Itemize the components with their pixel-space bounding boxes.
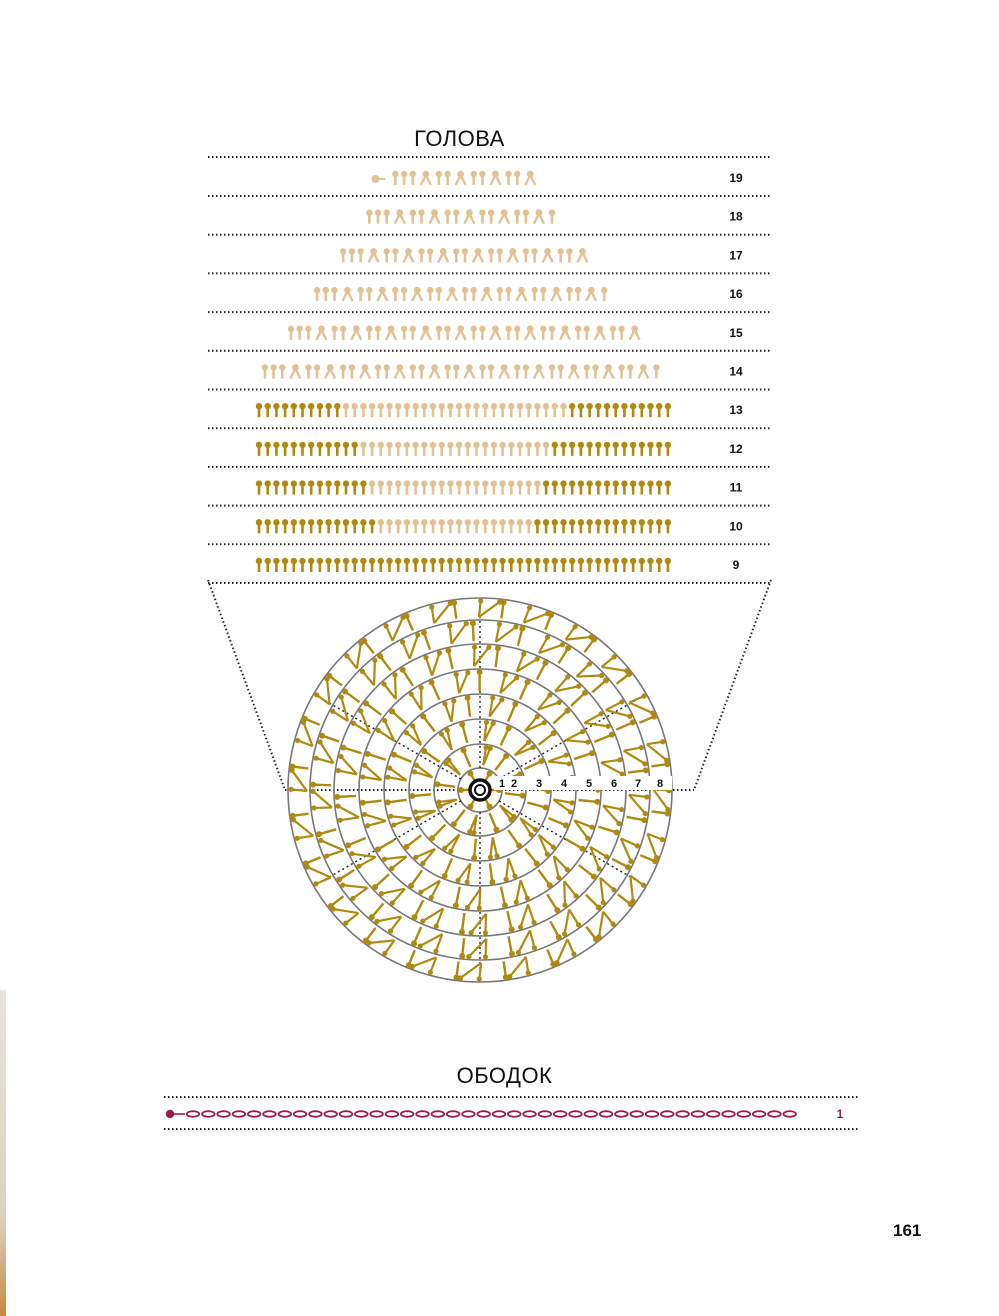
stitches <box>392 171 535 185</box>
row-number: 15 <box>729 325 743 340</box>
head-row-14 <box>208 364 771 389</box>
round-base-diagram <box>208 580 771 982</box>
row-number: 10 <box>729 519 743 534</box>
row-number: 19 <box>729 171 743 185</box>
stitches <box>256 403 671 417</box>
head-row-12 <box>208 442 771 467</box>
row-number: 13 <box>729 403 743 418</box>
head-row-9 <box>208 558 771 583</box>
ring-label-band <box>494 776 672 790</box>
page-number: 161 <box>893 1221 922 1240</box>
row-number: 16 <box>729 287 743 302</box>
row-number: 12 <box>729 441 743 456</box>
connector-right <box>694 580 771 790</box>
head-row-13 <box>208 403 771 428</box>
ring-label-7: 7 <box>634 778 642 790</box>
stitches <box>256 480 671 494</box>
head-row-18 <box>208 209 771 234</box>
ring-label-1: 1 <box>498 778 506 790</box>
row-number: 9 <box>732 558 740 572</box>
ring-label-5: 5 <box>585 778 593 790</box>
rim-row <box>164 1097 858 1129</box>
ring-label-8: 8 <box>656 778 664 790</box>
stitches <box>256 519 671 533</box>
head-row-11 <box>208 480 771 505</box>
stitches <box>256 442 671 456</box>
ring-label-2: 2 <box>510 778 518 790</box>
stitches <box>314 287 608 301</box>
stitches <box>262 364 660 378</box>
head-row-17 <box>208 248 771 273</box>
head-row-19 <box>208 171 771 196</box>
head-row-16 <box>208 287 771 312</box>
start-marker <box>371 175 385 183</box>
head-rows <box>208 157 771 583</box>
ring-label-4: 4 <box>560 778 568 790</box>
stitches <box>340 248 587 262</box>
row-number: 11 <box>729 480 743 495</box>
head-section-title: ГОЛОВА <box>414 126 505 151</box>
head-row-15 <box>208 325 771 350</box>
stitches <box>256 558 671 572</box>
head-row-10 <box>208 519 771 544</box>
ring-label-6: 6 <box>610 778 618 790</box>
connector-left <box>208 580 285 790</box>
magic-ring-center <box>470 780 490 800</box>
rim-chain <box>166 1110 796 1118</box>
row-number: 18 <box>729 209 743 224</box>
rim-section-title: ОБОДОК <box>456 1063 553 1088</box>
stitches <box>288 325 640 339</box>
row-number: 17 <box>729 248 743 263</box>
stitches <box>366 209 555 223</box>
ring-label-3: 3 <box>535 778 543 790</box>
rim-row-number: 1 <box>836 1107 844 1121</box>
row-number: 14 <box>729 364 743 379</box>
